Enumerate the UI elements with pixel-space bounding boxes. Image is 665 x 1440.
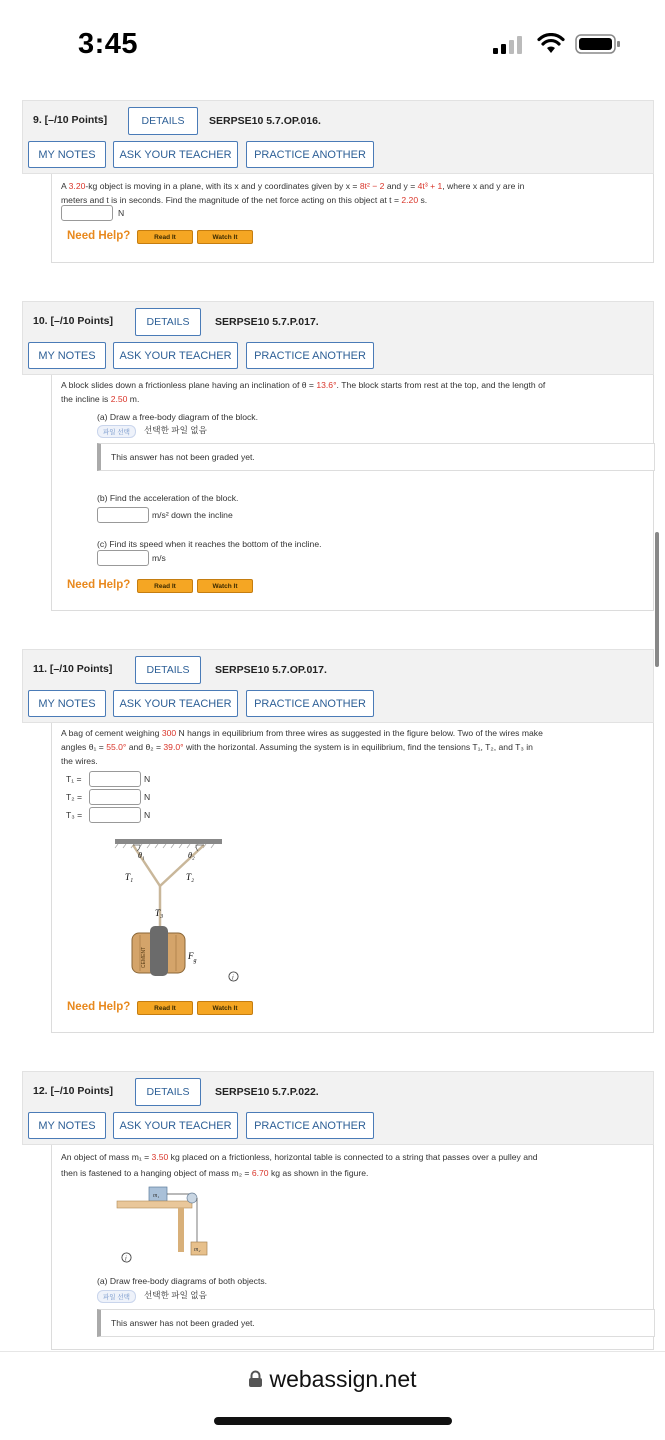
ask-teacher-button[interactable]: ASK YOUR TEACHER [113, 1112, 238, 1139]
ceiling-hatch [115, 844, 214, 848]
t1-unit: N [144, 774, 151, 784]
question-11-body [51, 723, 654, 1033]
question-header [22, 100, 654, 174]
answer-input-c[interactable] [97, 550, 149, 566]
question-9-body [51, 174, 654, 263]
m2-fig-label: m₂ [194, 1247, 201, 1253]
home-indicator[interactable] [214, 1417, 452, 1425]
url-text: webassign.net [269, 1366, 417, 1392]
status-time: 3:45 [78, 28, 139, 60]
need-help-label: Need Help? [67, 1001, 131, 1013]
read-it-button[interactable]: Read It [137, 1001, 193, 1015]
fg-label: $F_g$ [188, 951, 197, 964]
my-notes-button[interactable]: MY NOTES [28, 1112, 106, 1139]
question-code: SERPSE10 5.7.OP.017. [215, 664, 327, 676]
answer-input[interactable] [61, 205, 113, 221]
question-11 [22, 649, 654, 723]
scrollbar-thumb[interactable] [655, 532, 659, 667]
battery-icon [575, 33, 621, 55]
browser-bottom-bar [0, 1351, 665, 1440]
question-number: 11. [–/10 Points] [33, 663, 113, 675]
signal-icon [493, 34, 527, 54]
cement-bag-figure [112, 835, 242, 985]
practice-another-button[interactable]: PRACTICE ANOTHER [246, 141, 374, 168]
status-icons [493, 33, 621, 55]
read-it-button[interactable]: Read It [137, 230, 193, 244]
theta1-label: θ₁ [138, 851, 145, 860]
watch-it-button[interactable]: Watch It [197, 230, 253, 244]
unit-label-c: m/s [152, 553, 166, 563]
file-choose-button[interactable]: 파일 선택 [97, 1290, 136, 1303]
part-a-text: (a) Draw a free-body diagram of the block. [97, 412, 258, 422]
graded-status: This answer has not been graded yet. [97, 443, 655, 471]
question-header [22, 301, 654, 375]
theta2-label: θ₂ [188, 851, 195, 860]
question-code: SERPSE10 5.7.P.017. [215, 316, 319, 328]
t2-label: T₂ = [66, 792, 82, 802]
graded-status: This answer has not been graded yet. [97, 1309, 655, 1337]
t3-unit: N [144, 810, 151, 820]
wire-2 [160, 845, 204, 886]
status-bar [0, 0, 665, 90]
details-button[interactable]: DETAILS [135, 308, 201, 336]
watch-it-button[interactable]: Watch It [197, 579, 253, 593]
part-b-text: (b) Find the acceleration of the block. [97, 493, 239, 503]
question-number: 9. [–/10 Points] [33, 114, 108, 126]
info-icon[interactable] [121, 1252, 132, 1263]
question-10-body [51, 375, 654, 611]
my-notes-button[interactable]: MY NOTES [28, 141, 106, 168]
ceiling-bar [115, 839, 222, 844]
practice-another-button[interactable]: PRACTICE ANOTHER [246, 690, 374, 717]
lock-icon [248, 1370, 263, 1388]
t2-fig-label: T₂ [186, 872, 195, 882]
ask-teacher-button[interactable]: ASK YOUR TEACHER [113, 342, 238, 369]
question-12-body [51, 1145, 654, 1350]
table-leg [178, 1208, 184, 1252]
question-header [22, 1071, 654, 1145]
cement-bag [132, 926, 185, 976]
t3-input[interactable] [89, 807, 141, 823]
question-12 [22, 1071, 654, 1145]
details-button[interactable]: DETAILS [128, 107, 198, 135]
t3-label: T₃ = [66, 810, 83, 820]
question-10 [22, 301, 654, 375]
svg-text:i: i [231, 973, 234, 982]
t1-label: T₁ = [66, 774, 82, 784]
answer-input-b[interactable] [97, 507, 149, 523]
question-header [22, 649, 654, 723]
bag-label: CEMENT [141, 946, 147, 968]
question-text: A 3.20-kg object is moving in a plane, with its x and y coordinates given by x = 8t² − 2 and y = 4t³ + 1, where x and y are in meters and t is in seconds. Find the magnitude of the net force acting on this object at t = 2.20 s. [61, 181, 525, 205]
my-notes-button[interactable]: MY NOTES [28, 342, 106, 369]
t1-input[interactable] [89, 771, 141, 787]
question-9 [22, 100, 654, 174]
t3-fig-label: T₃ [155, 908, 164, 918]
details-button[interactable]: DETAILS [135, 656, 201, 684]
question-code: SERPSE10 5.7.P.022. [215, 1086, 319, 1098]
question-number: 12. [–/10 Points] [33, 1085, 113, 1097]
file-choose-button[interactable]: 파일 선택 [97, 425, 136, 438]
no-file-label: 선택한 파일 없음 [144, 1290, 207, 1300]
svg-text:i: i [124, 1254, 127, 1263]
info-icon[interactable] [228, 971, 239, 982]
watch-it-button[interactable]: Watch It [197, 1001, 253, 1015]
need-help-label: Need Help? [67, 579, 131, 591]
question-text: A block slides down a frictionless plane having an inclination of θ = 13.6°. The block starts from rest at the top, and the length of the incline is 2.50 m. [61, 380, 546, 404]
question-text: A bag of cement weighing 300 N hangs in equilibrium from three wires as suggested in the figure below. Two of the wires make angles θ₁ = 55.0° and θ₂ = 39.0° with the horizontal. Assuming the system is in equilibrium, find the tensions T₁, T₂, and T₃ in the wires. [61, 728, 543, 766]
pulley [187, 1193, 197, 1203]
m1-fig-label: m₁ [153, 1193, 160, 1199]
part-c-text: (c) Find its speed when it reaches the bottom of the incline. [97, 539, 322, 549]
unit-label-b: m/s² down the incline [152, 510, 233, 520]
wifi-icon [537, 33, 565, 55]
t2-unit: N [144, 792, 151, 802]
practice-another-button[interactable]: PRACTICE ANOTHER [246, 342, 374, 369]
no-file-label: 선택한 파일 없음 [144, 425, 207, 435]
part-a-text: (a) Draw free-body diagrams of both objects. [97, 1276, 268, 1286]
table-top [117, 1201, 192, 1208]
t1-fig-label: T₁ [125, 872, 134, 882]
ask-teacher-button[interactable]: ASK YOUR TEACHER [113, 690, 238, 717]
my-notes-button[interactable]: MY NOTES [28, 690, 106, 717]
question-text: An object of mass m₁ = 3.50 kg placed on a frictionless, horizontal table is connected to a string that passes over a pulley and then is fastened to a hanging object of mass m₂ = 6.70 kg as shown in the figure. [61, 1152, 538, 1178]
practice-another-button[interactable]: PRACTICE ANOTHER [246, 1112, 374, 1139]
read-it-button[interactable]: Read It [137, 579, 193, 593]
unit-label: N [118, 208, 125, 218]
url-bar[interactable] [0, 1366, 665, 1393]
question-code: SERPSE10 5.7.OP.016. [209, 115, 321, 127]
need-help-label: Need Help? [67, 230, 131, 242]
t2-input[interactable] [89, 789, 141, 805]
ask-teacher-button[interactable]: ASK YOUR TEACHER [113, 141, 238, 168]
details-button[interactable]: DETAILS [135, 1078, 201, 1106]
question-number: 10. [–/10 Points] [33, 315, 113, 327]
